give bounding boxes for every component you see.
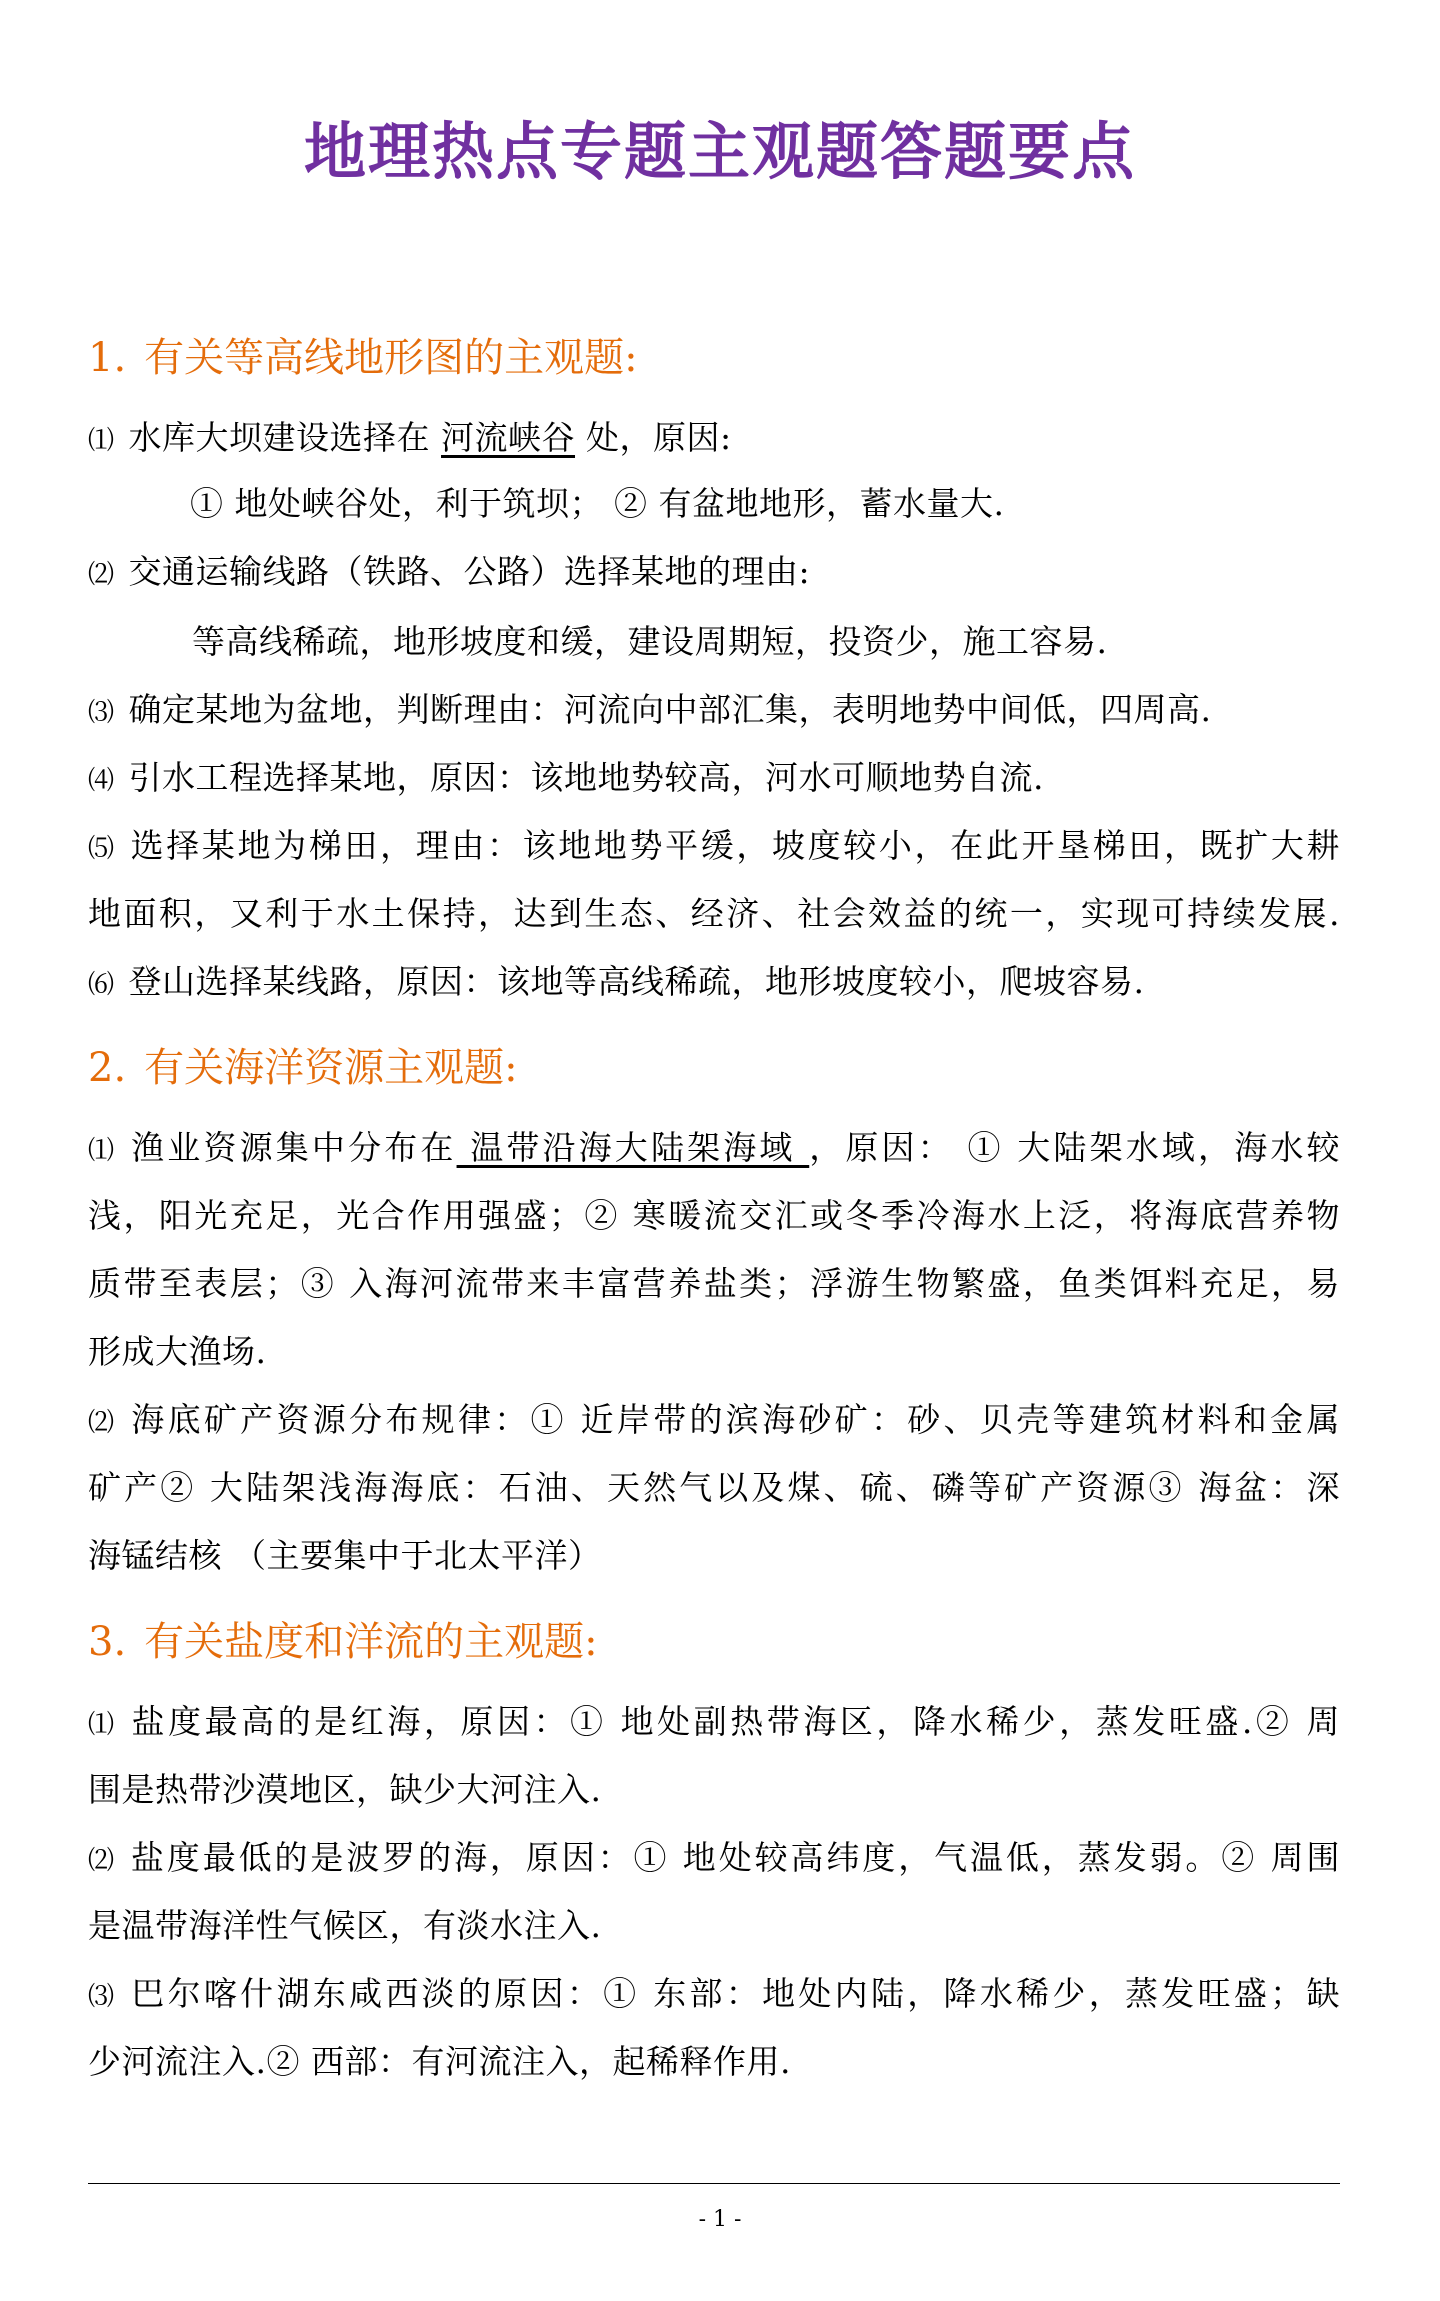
paragraph-continuation: 矿产② 大陆架浅海海底：石油、天然气以及煤、硫、磷等矿产资源③ 海盆：深 [88, 1468, 1340, 1507]
page-title: 地理热点专题主观题答题要点 [303, 115, 1136, 188]
item-marker: ⑴ [88, 1710, 118, 1740]
paragraph: ⑵ 交通运输线路（铁路、公路）选择某地的理由: [88, 552, 811, 591]
paragraph: ⑶ 巴尔喀什湖东咸西淡的原因：① 东部：地处内陆，降水稀少，蒸发旺盛；缺 [88, 1974, 1340, 2013]
section-number: 1. [88, 335, 127, 381]
item-marker: ⑹ [88, 970, 115, 1000]
section-3-heading [88, 1614, 598, 1670]
paragraph: ⑵ 海底矿产资源分布规律：① 近岸带的滨海砂矿：砂、贝壳等建筑材料和金属 [88, 1400, 1340, 1439]
paragraph-continuation: 少河流注入.② 西部：有河流注入，起稀释作用. [88, 2042, 791, 2081]
paragraph: ⑷ 引水工程选择某地，原因：该地地势较高，河水可顺地势自流. [88, 758, 1045, 797]
paragraph-continuation: 围是热带沙漠地区，缺少大河注入. [88, 1770, 602, 1809]
underlined-answer: 温带沿海大陆架海域 [456, 1128, 810, 1167]
item-marker: ⑵ [88, 1408, 118, 1438]
paragraph-continuation: 是温带海洋性气候区，有淡水注入. [88, 1906, 602, 1945]
paragraph: ⑹ 登山选择某线路，原因：该地等高线稀疏，地形坡度较小，爬坡容易. [88, 962, 1145, 1001]
paragraph-continuation: 形成大渔场. [88, 1332, 267, 1371]
item-marker: ⑷ [88, 766, 115, 796]
item-marker: ⑶ [88, 698, 115, 728]
paragraph: ⑴ 盐度最高的是红海，原因：① 地处副热带海区，降水稀少，蒸发旺盛.② 周 [88, 1702, 1340, 1741]
paragraph: ⑴ 渔业资源集中分布在 温带沿海大陆架海域 ，原因： ① 大陆架水域，海水较 [88, 1128, 1340, 1167]
section-title: 有关海洋资源主观题: [144, 1045, 518, 1091]
section-title: 有关等高线地形图的主观题: [144, 335, 638, 381]
paragraph-continuation: 浅，阳光充足，光合作用强盛；② 寒暖流交汇或冬季冷海水上泛，将海底营养物 [88, 1196, 1340, 1235]
paragraph-detail: ① 地处峡谷处，利于筑坝； ② 有盆地地形，蓄水量大. [190, 484, 1005, 523]
item-marker: ⑶ [88, 1982, 118, 2012]
section-1-heading [88, 330, 638, 386]
footer-divider [88, 2183, 1340, 2184]
section-title: 有关盐度和洋流的主观题: [144, 1619, 598, 1665]
paragraph: ⑶ 确定某地为盆地，判断理由：河流向中部汇集，表明地势中间低，四周高. [88, 690, 1212, 729]
paragraph-continuation: 海锰结核 （主要集中于北太平洋） [88, 1536, 602, 1575]
item-marker: ⑸ [88, 834, 117, 864]
page-number: - 1 - [698, 2207, 742, 2232]
underlined-answer: 河流峡谷 [441, 418, 576, 457]
paragraph-continuation: 地面积，又利于水土保持，达到生态、经济、社会效益的统一，实现可持续发展. [88, 894, 1340, 933]
item-marker: ⑵ [88, 1846, 117, 1876]
paragraph: ⑸ 选择某地为梯田，理由：该地地势平缓，坡度较小，在此开垦梯田，既扩大耕 [88, 826, 1340, 865]
paragraph-detail: 等高线稀疏，地形坡度和缓，建设周期短，投资少，施工容易. [192, 622, 1108, 661]
paragraph-continuation: 质带至表层；③ 入海河流带来丰富营养盐类；浮游生物繁盛，鱼类饵料充足，易 [88, 1264, 1340, 1303]
section-number: 3. [88, 1619, 127, 1665]
section-number: 2. [88, 1045, 127, 1091]
paragraph: ⑵ 盐度最低的是波罗的海，原因：① 地处较高纬度，气温低，蒸发弱。② 周围 [88, 1838, 1340, 1877]
section-2-heading [88, 1040, 518, 1096]
item-marker: ⑴ [88, 426, 115, 456]
paragraph: ⑴ 水库大坝建设选择在 河流峡谷 处，原因: [88, 418, 732, 457]
item-marker: ⑴ [88, 1136, 118, 1166]
item-marker: ⑵ [88, 560, 115, 590]
